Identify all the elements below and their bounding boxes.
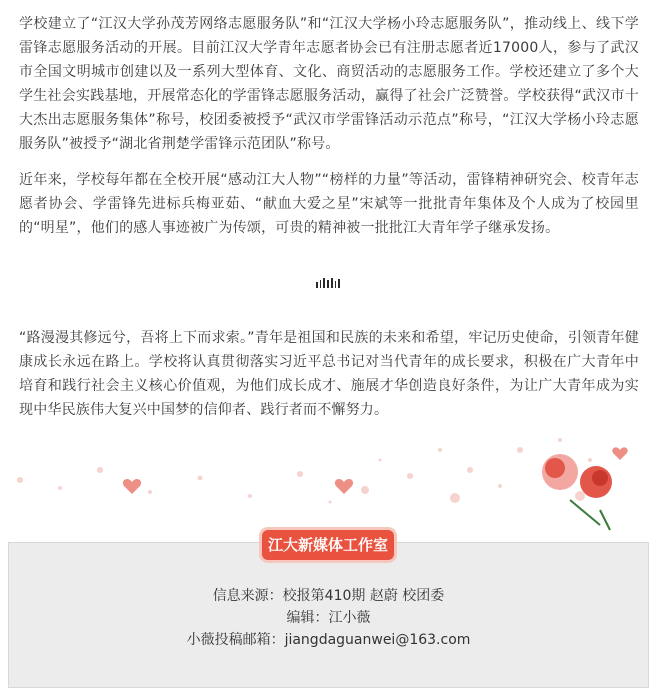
footer-email: 小薇投稿邮箱：jiangdaguanwei@163.com [186,632,471,648]
footer-source: 信息来源：校报第410期 赵蔚 校团委 [212,588,445,604]
footer-editor: 编辑：江小薇 [286,610,371,626]
decorative-dots-hearts [0,430,657,540]
article-paragraph-2: 近年来，学校每年都在全校开展“感动江大人物”“榜样的力量”等活动，雷锋精神研究会、校青年志愿者协会、学雷锋先进标兵梅亚茹、“献血大爱之星”宋斌等一批批青年集体及个人成为了校园里的“明星”，他们的感人事迹被广为传颂，可贵的精神被一批批江大青年学子继承发扬。 [19,172,639,236]
carnation-flower-icon [542,454,612,530]
article-paragraph-1: 学校建立了“江汉大学孙茂芳网络志愿服务队”和“江汉大学杨小玲志愿服务队”，推动线上、线下学雷锋志愿服务活动的开展。目前江汉大学青年志愿者协会已有注册志愿者近17000人，参与了武汉市全国文明城市创建以及一系列大型体育、文化、商贸活动的志愿服务工作。学校还建立了多个大学生社会实践基地，开展常态化的学雷锋志愿服务活动，赢得了社会广泛赞誉。学校获得“武汉市十大杰出志愿服务集体”称号，校团委被授予“武汉市学雷锋活动示范点”称号，“江汉大学杨小玲志愿服务队”被授予“湖北省荆楚学雷锋示范团队”称号。 [19,16,639,152]
article-paragraph-3: “路漫漫其修远兮，吾将上下而求索。”青年是祖国和民族的未来和希望，牢记历史使命，引领青年健康成长永远在路上。学校将认真贯彻落实习近平总书记对当代青年的成长要求，积极在广大青年中培育和践行社会主义核心价值观，为他们成长成才、施展才华创造良好条件，为让广大青年成为实现中华民族伟大复兴中国梦的信仰者、践行者而不懈努力。 [19,330,639,418]
divider-bars-icon [316,278,340,288]
studio-badge: 江大新媒体工作室 [262,530,394,560]
